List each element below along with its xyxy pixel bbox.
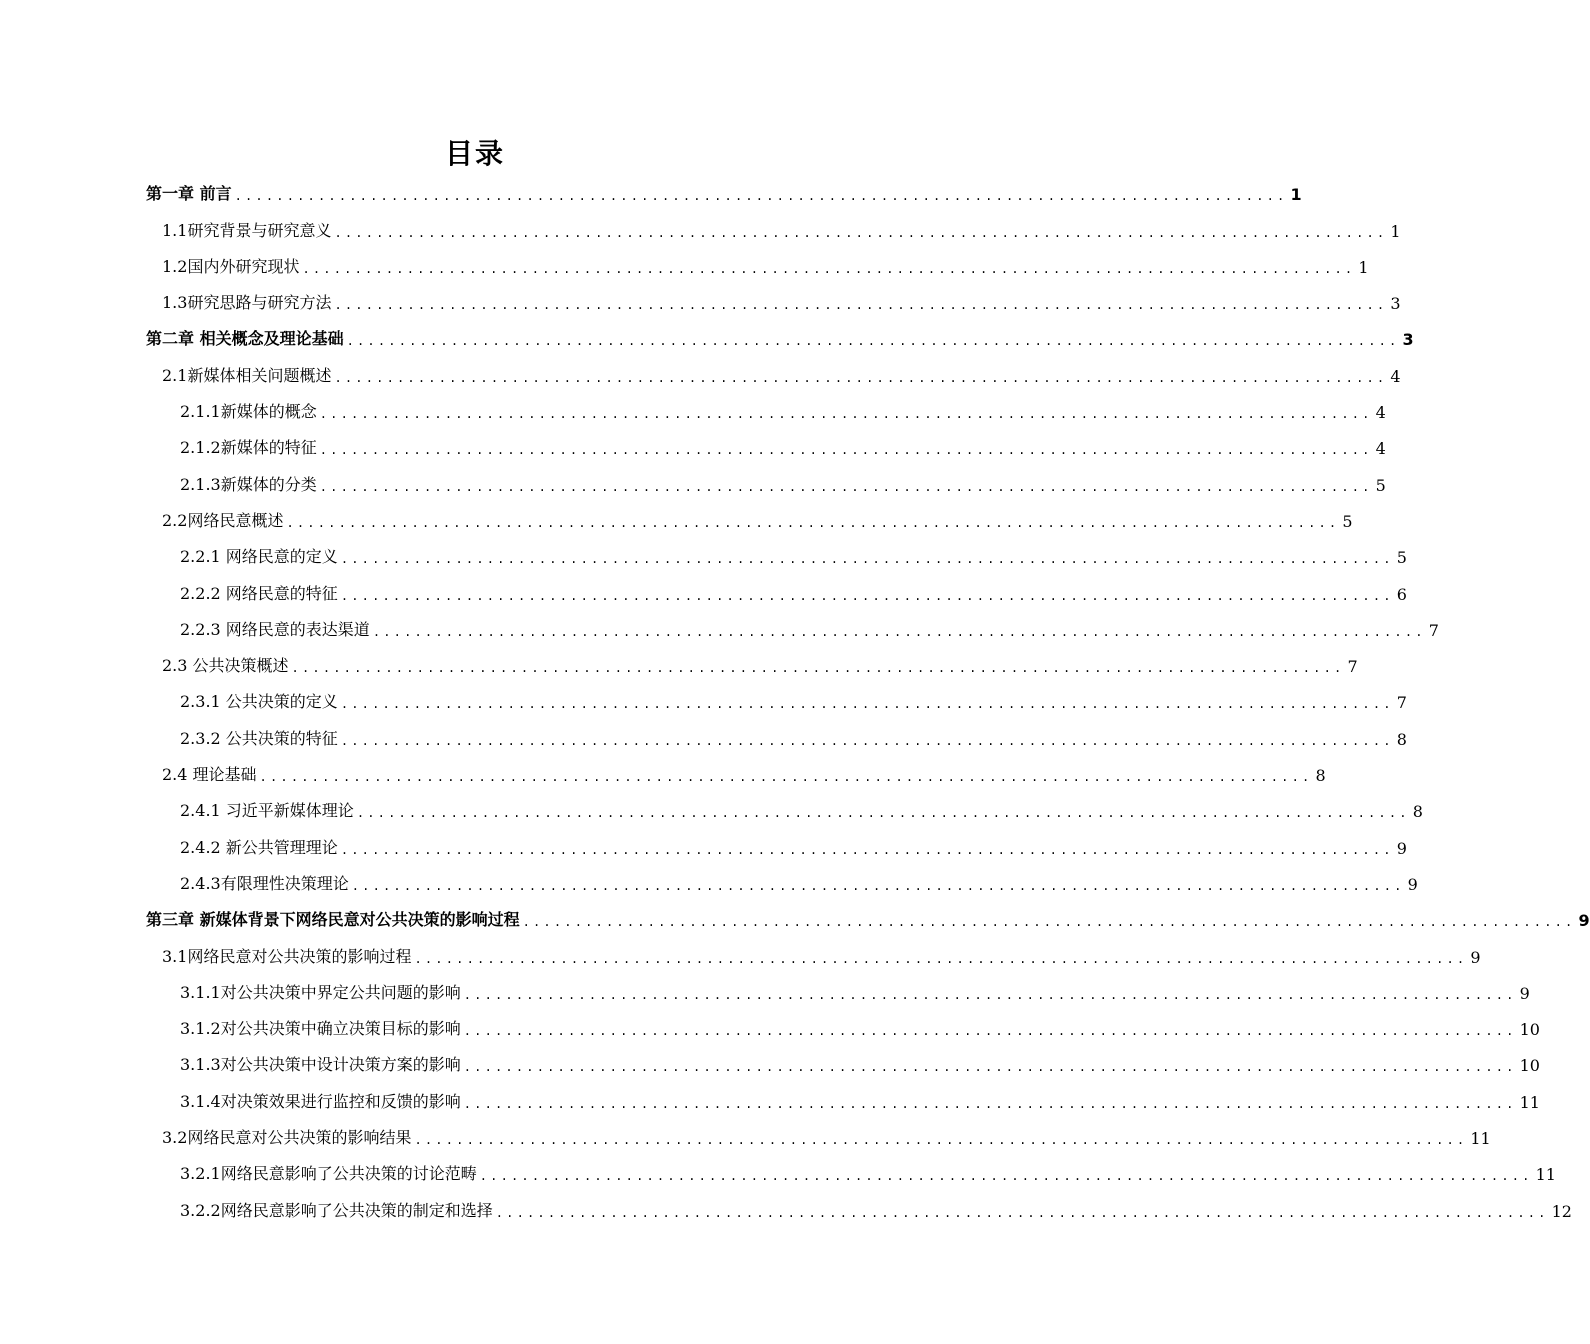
dot-leader: ..................................................................................................... (351, 878, 1405, 893)
toc-entry-label: 2.2.3 网络民意的表达渠道 (180, 619, 370, 639)
toc-entry-page-number: 1 (1358, 257, 1369, 277)
toc-entry[interactable] (146, 357, 1401, 393)
toc-entry-page-number: 9 (1407, 874, 1418, 894)
toc-entry-page-number: 8 (1396, 729, 1407, 749)
dot-leader: ..................................................................................................... (259, 770, 1313, 785)
toc-entry[interactable] (146, 866, 1418, 902)
toc-entry[interactable] (146, 793, 1423, 829)
dot-leader: ..................................................................................................... (495, 1205, 1549, 1220)
dot-leader: ..................................................................................................... (346, 334, 1400, 349)
toc-entry[interactable] (146, 757, 1326, 793)
toc-entry[interactable] (146, 430, 1386, 466)
dot-leader: ..................................................................................................... (522, 915, 1576, 930)
toc-entry[interactable] (146, 539, 1407, 575)
toc-entry-label: 1.1研究背景与研究意义 (162, 220, 332, 240)
toc-entry-label: 2.2.2 网络民意的特征 (180, 583, 338, 603)
toc-entry-page-number: 9 (1396, 838, 1407, 858)
toc-entry-label: 2.3.2 公共决策的特征 (180, 728, 338, 748)
toc-entry-label: 3.1.2对公共决策中确立决策目标的影响 (180, 1019, 461, 1039)
toc-entry-label: 3.1.1对公共决策中界定公共问题的影响 (180, 982, 461, 1002)
toc-entry-label: 3.2.1网络民意影响了公共决策的讨论范畴 (180, 1164, 477, 1184)
dot-leader: ..................................................................................................... (340, 697, 1394, 712)
dot-leader: ..................................................................................................... (479, 1169, 1533, 1184)
toc-entry[interactable] (146, 1011, 1540, 1047)
toc-entry-label: 2.1新媒体相关问题概述 (162, 365, 332, 385)
toc-entry[interactable] (146, 1083, 1540, 1119)
toc-entry-page-number: 8 (1315, 766, 1326, 786)
toc-entry-label: 2.2.1 网络民意的定义 (180, 547, 338, 567)
toc-entry-page-number: 7 (1347, 657, 1358, 677)
toc-entry-label: 3.1.4对决策效果进行监控和反馈的影响 (180, 1091, 461, 1111)
toc-entry-label: 1.3研究思路与研究方法 (162, 293, 332, 313)
dot-leader: ..................................................................................................... (414, 1133, 1468, 1148)
toc-entry[interactable] (146, 1156, 1556, 1192)
toc-entry-label: 2.1.2新媒体的特征 (180, 438, 317, 458)
toc-entry-page-number: 5 (1396, 548, 1407, 568)
toc-entry-label: 2.3.1 公共决策的定义 (180, 692, 338, 712)
dot-leader: ..................................................................................................... (319, 443, 1373, 458)
toc-entry-label: 3.1.3对公共决策中设计决策方案的影响 (180, 1055, 461, 1075)
toc-entry-page-number: 9 (1578, 911, 1590, 931)
toc-entry[interactable] (146, 902, 1590, 938)
toc-entry-page-number: 4 (1375, 439, 1386, 459)
dot-leader: ..................................................................................................... (356, 806, 1410, 821)
toc-entry[interactable] (146, 720, 1407, 756)
toc-entry[interactable] (146, 1120, 1491, 1156)
toc-entry-page-number: 3 (1390, 294, 1401, 314)
dot-leader: ..................................................................................................... (334, 225, 1388, 240)
toc-entry-page-number: 4 (1375, 403, 1386, 423)
toc-entry-label: 第二章 相关概念及理论基础 (146, 329, 344, 349)
toc-entry-label: 2.2网络民意概述 (162, 510, 284, 530)
dot-leader: ..................................................................................................... (414, 951, 1468, 966)
toc-entry[interactable] (146, 648, 1358, 684)
toc-entry-page-number: 5 (1375, 475, 1386, 495)
toc-entry-label: 3.1网络民意对公共决策的影响过程 (162, 946, 412, 966)
dot-leader: ..................................................................................................... (291, 661, 1345, 676)
toc-entry-page-number: 8 (1412, 802, 1423, 822)
toc-entry-page-number: 6 (1396, 584, 1407, 604)
toc-entry[interactable] (146, 466, 1386, 502)
toc-entry-page-number: 1 (1290, 185, 1302, 205)
toc-entry-page-number: 11 (1470, 1129, 1491, 1149)
toc-entry[interactable] (146, 394, 1386, 430)
toc-entry[interactable] (146, 176, 1302, 212)
toc-entry[interactable] (146, 503, 1353, 539)
toc-entry-page-number: 11 (1535, 1165, 1556, 1185)
toc-entry[interactable] (146, 938, 1481, 974)
toc-entry[interactable] (146, 575, 1407, 611)
dot-leader: ..................................................................................................... (319, 479, 1373, 494)
toc-entry[interactable] (146, 1192, 1572, 1228)
dot-leader: ..................................................................................................... (302, 261, 1356, 276)
toc-entry-label: 2.4 理论基础 (162, 765, 257, 785)
toc-entry-label: 3.2网络民意对公共决策的影响结果 (162, 1128, 412, 1148)
table-of-contents (146, 176, 1590, 1229)
dot-leader: ..................................................................................................... (372, 624, 1426, 639)
toc-entry-label: 1.2国内外研究现状 (162, 256, 300, 276)
toc-entry-page-number: 3 (1402, 330, 1414, 350)
toc-entry[interactable] (146, 829, 1407, 865)
toc-entry[interactable] (146, 684, 1407, 720)
toc-entry-label: 2.4.3有限理性决策理论 (180, 873, 349, 893)
page-title: 目录 (444, 137, 505, 170)
toc-entry[interactable] (146, 212, 1401, 248)
toc-entry-page-number: 4 (1390, 366, 1401, 386)
dot-leader: ..................................................................................................... (319, 407, 1373, 422)
toc-entry[interactable] (146, 321, 1414, 357)
toc-entry[interactable] (146, 285, 1401, 321)
toc-entry-page-number: 5 (1342, 511, 1353, 531)
dot-leader: ..................................................................................................... (340, 733, 1394, 748)
dot-leader: ..................................................................................................... (340, 842, 1394, 857)
toc-entry-page-number: 9 (1519, 983, 1530, 1003)
dot-leader: ..................................................................................................... (463, 1060, 1517, 1075)
dot-leader: ..................................................................................................... (334, 370, 1388, 385)
toc-entry-label: 2.4.2 新公共管理理论 (180, 837, 338, 857)
toc-entry-label: 2.4.1 习近平新媒体理论 (180, 801, 354, 821)
toc-entry-page-number: 7 (1428, 620, 1439, 640)
toc-entry-page-number: 10 (1519, 1020, 1540, 1040)
toc-entry[interactable] (146, 249, 1369, 285)
toc-entry[interactable] (146, 975, 1530, 1011)
dot-leader: ..................................................................................................... (286, 515, 1340, 530)
toc-entry[interactable] (146, 612, 1439, 648)
dot-leader: ..................................................................................................... (463, 987, 1517, 1002)
toc-entry-label: 第三章 新媒体背景下网络民意对公共决策的影响过程 (146, 910, 520, 930)
dot-leader: ..................................................................................................... (463, 1096, 1517, 1111)
toc-entry-page-number: 1 (1390, 221, 1401, 241)
dot-leader: ..................................................................................................... (340, 588, 1394, 603)
dot-leader: ..................................................................................................... (463, 1024, 1517, 1039)
dot-leader: ..................................................................................................... (334, 298, 1388, 313)
toc-entry-label: 2.3 公共决策概述 (162, 656, 289, 676)
dot-leader: ..................................................................................................... (234, 189, 1288, 204)
toc-entry[interactable] (146, 1047, 1540, 1083)
toc-entry-label: 3.2.2网络民意影响了公共决策的制定和选择 (180, 1200, 493, 1220)
toc-entry-page-number: 10 (1519, 1056, 1540, 1076)
toc-entry-page-number: 12 (1551, 1201, 1572, 1221)
toc-entry-label: 第一章 前言 (146, 184, 232, 204)
toc-entry-page-number: 9 (1470, 947, 1481, 967)
dot-leader: ..................................................................................................... (340, 552, 1394, 567)
toc-entry-label: 2.1.3新媒体的分类 (180, 474, 317, 494)
toc-entry-page-number: 11 (1519, 1092, 1540, 1112)
toc-entry-label: 2.1.1新媒体的概念 (180, 402, 317, 422)
toc-entry-page-number: 7 (1396, 693, 1407, 713)
